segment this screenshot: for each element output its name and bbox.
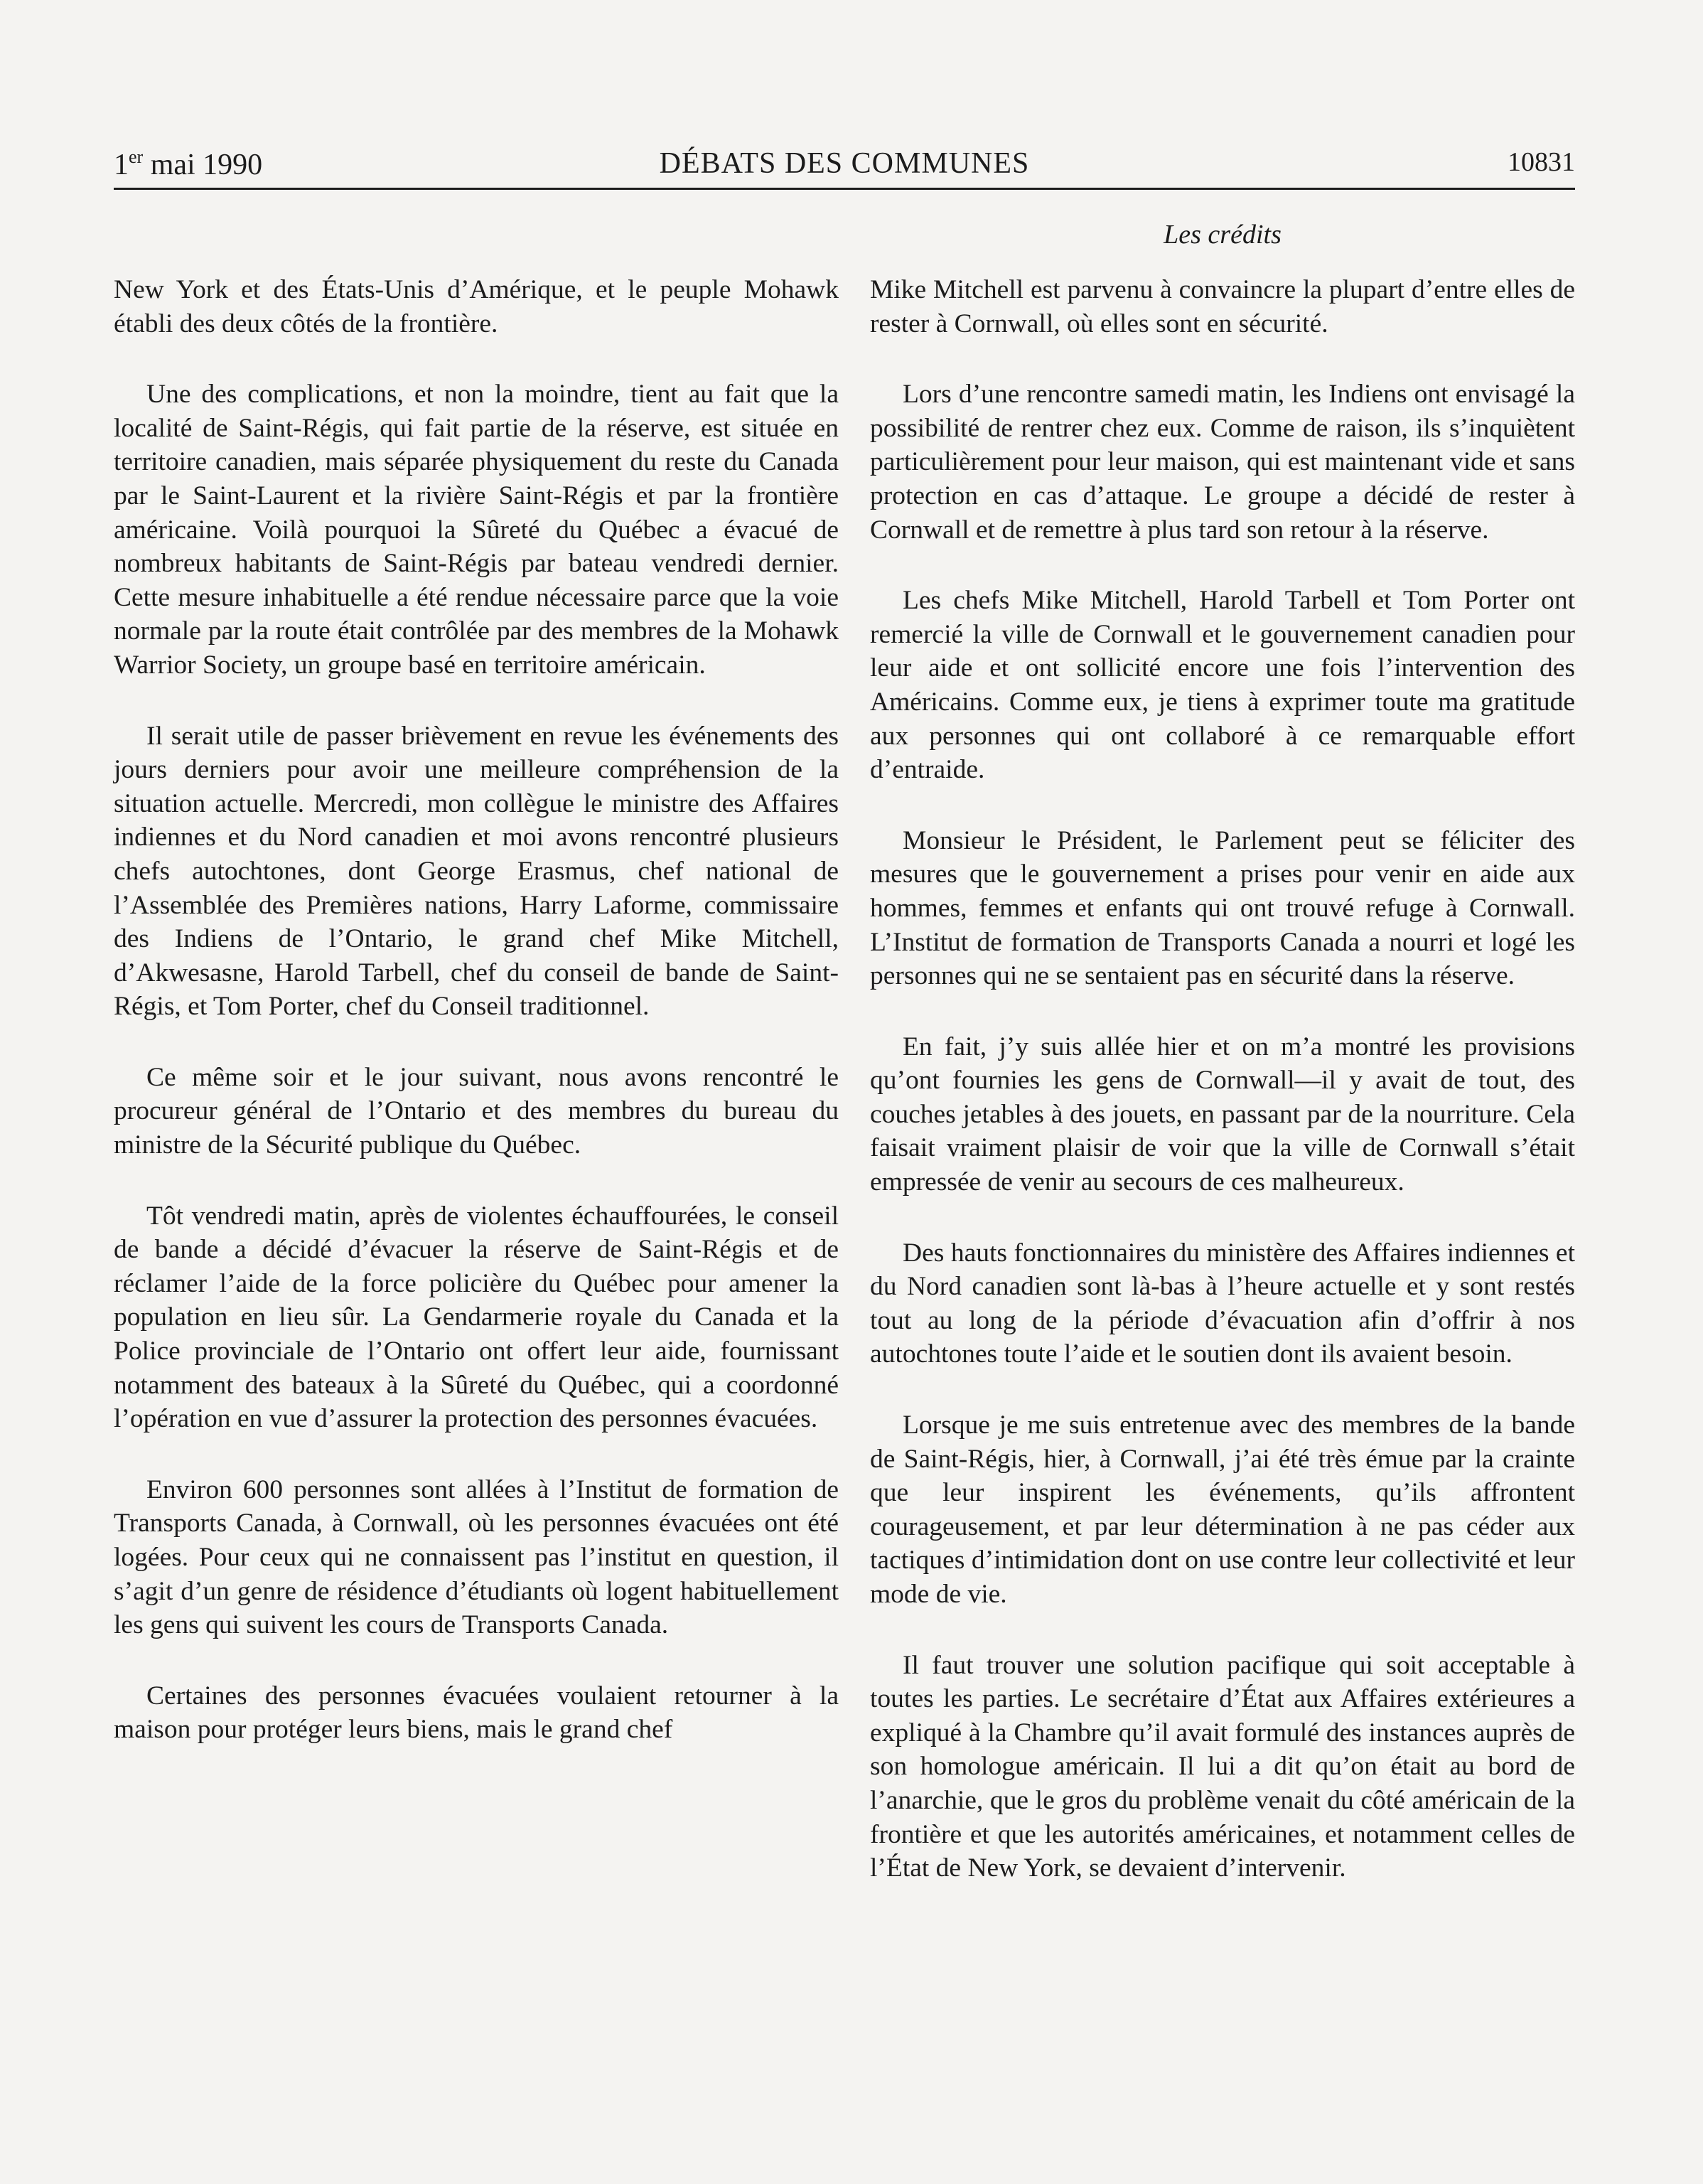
- paragraph: Lors d’une rencontre samedi matin, les Indiens ont envisagé la possibilité de rentrer chez eux. Comme de raison, ils s’inquiètent particulièrement pour leur maison, qui est maintenant vide et sans protection en cas d’attaque. Le groupe a décidé de rester à Cornwall et de remettre à plus tard son retour à la réserve.: [870, 380, 1575, 545]
- paragraph: Mike Mitchell est parvenu à convaincre la plupart d’entre elles de rester à Cornwall, où elles sont en sécurité.: [870, 275, 1575, 338]
- section-label: Les crédits: [1164, 220, 1282, 250]
- paragraph: Certaines des personnes évacuées voulaient retourner à la maison pour protéger leurs biens, mais le grand chef: [114, 1681, 839, 1745]
- paragraph: Une des complications, et non la moindre, tient au fait que la localité de Saint-Régis, qui fait partie de la réserve, est située en territoire canadien, mais séparée physiquement du reste du Canada par le Saint-Laurent et la rivière Saint-Régis et par la frontière américaine. Voilà pourquoi la Sûreté du Québec a évacué de nombreux habitants de Saint-Régis par bateau vendredi dernier. Cette mesure inhabituelle a été rendue nécessaire parce que la voie normale par la route était contrôlée par des membres de la Mohawk Warrior Society, un groupe basé en territoire américain.: [114, 380, 839, 680]
- paragraph: Il serait utile de passer brièvement en revue les événements des jours derniers pour avoir une meilleure compréhension de la situation actuelle. Mercredi, mon collègue le ministre des Affaires indiennes et du Nord canadien et moi avons rencontré plusieurs chefs autochtones, dont George Erasmus, chef national de l’Assemblée des Premières nations, Harry Laforme, commissaire des Indiens de l’Ontario, le grand chef Mike Mitchell, d’Akwesasne, Harold Tarbell, chef du conseil de bande de Saint-Régis, et Tom Porter, chef du Conseil traditionnel.: [114, 721, 839, 1022]
- paragraph: New York et des États-Unis d’Amérique, et le peuple Mohawk établi des deux côtés de la frontière.: [114, 275, 839, 338]
- paragraph: Lorsque je me suis entretenue avec des membres de la bande de Saint-Régis, hier, à Cornwall, j’ai été très émue par la crainte que leur inspirent les événements, qu’ils affrontent courageusement, et par leur détermination à ne pas céder aux tactiques d’intimidation dont on use contre leur collectivité et leur mode de vie.: [870, 1410, 1575, 1609]
- header-date: 1er mai 1990: [114, 146, 263, 181]
- paragraph: Ce même soir et le jour suivant, nous avons rencontré le procureur général de l’Ontario et des membres du bureau du ministre de la Sécurité publique du Québec.: [114, 1062, 839, 1160]
- paragraph: Environ 600 personnes sont allées à l’Institut de formation de Transports Canada, à Cornwall, où les personnes évacuées ont été logées. Pour ceux qui ne connaissent pas l’institut en question, il s’agit d’un genre de résidence d’étudiants où logent habituellement les gens qui suivent les cours de Transports Canada.: [114, 1474, 839, 1640]
- page-header: [114, 142, 1575, 190]
- paragraph: En fait, j’y suis allée hier et on m’a montré les provisions qu’ont fournies les gens de Cornwall—il y avait de tout, des couches jetables à des jouets, en passant par de la nourriture. Cela faisait vraiment plaisir de voir que la ville de Cornwall s’était empressée de venir au secours de ces malheureux.: [870, 1032, 1575, 1197]
- left-column: [114, 273, 839, 1784]
- header-title: DÉBATS DES COMMUNES: [659, 147, 1030, 180]
- right-column: [870, 273, 1575, 1922]
- header-page-number: 10831: [1508, 147, 1575, 177]
- paragraph: Il faut trouver une solution pacifique qui soit acceptable à toutes les parties. Le secrétaire d’État aux Affaires extérieures a expliqué à la Chambre qu’il avait formulé des instances auprès de son homologue américain. Il lui a dit qu’on était au bord de l’anarchie, que le gros du problème venait du côté américain de la frontière et que les autorités américaines, et notamment celles de l’État de New York, se devaient d’intervenir.: [870, 1650, 1575, 1883]
- paragraph: Des hauts fonctionnaires du ministère des Affaires indiennes et du Nord canadien sont là-bas à l’heure actuelle et y sont restés tout au long de la période d’évacuation afin d’offrir à nos autochtones toute l’aide et le soutien dont ils avaient besoin.: [870, 1238, 1575, 1369]
- paragraph: Les chefs Mike Mitchell, Harold Tarbell et Tom Porter ont remercié la ville de Cornwall et le gouvernement canadien pour leur aide et ont sollicité encore une fois l’intervention des Américains. Comme eux, je tiens à exprimer toute ma gratitude aux personnes qui ont collaboré à ce remarquable effort d’entraide.: [870, 586, 1575, 785]
- paragraph: Tôt vendredi matin, après de violentes échauffourées, le conseil de bande a décidé d’évacuer la réserve de Saint-Régis et de réclamer l’aide de la force policière du Québec pour amener la population en lieu sûr. La Gendarmerie royale du Canada et la Police provinciale de l’Ontario ont offert leur aide, fournissant notamment des bateaux à la Sûreté du Québec, qui a coordonné l’opération en vue d’assurer la protection des personnes évacuées.: [114, 1201, 839, 1434]
- paragraph: Monsieur le Président, le Parlement peut se féliciter des mesures que le gouvernement a prises pour venir en aide aux hommes, femmes et enfants qui ont trouvé refuge à Cornwall. L’Institut de formation de Transports Canada a nourri et logé les personnes qui ne se sentaient pas en sécurité dans la réserve.: [870, 825, 1575, 991]
